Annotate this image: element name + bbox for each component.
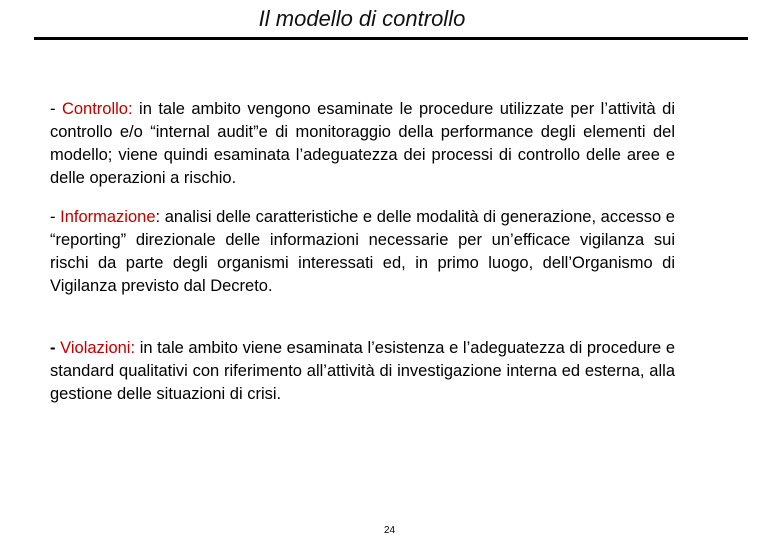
paragraph-text: in tale ambito viene esaminata l’esistenza e l’adeguatezza di procedure e standard qualitativi con riferimento all’attività di investigazione interna ed esterna, alla gestione delle situazioni di crisi.	[50, 339, 675, 403]
paragraph-text: : analisi delle caratteristiche e delle modalità di generazione, accesso e “reporting” direzionale delle informazioni necessarie per un’efficace vigilanza sui rischi da parte degli organismi interessati ed, in primo luogo, dell’Organismo di Vigilanza previsto dal Decreto.	[50, 208, 675, 295]
paragraph-text: in tale ambito vengono esaminate le procedure utilizzate per l’attività di controllo e/o “internal audit”e di monitoraggio della performance degli elementi del modello; viene quindi esaminata l’adeguatezza dei processi di controllo delle aree e delle operazioni a rischio.	[50, 100, 675, 187]
term-informazione: Informazione	[60, 208, 156, 226]
term-violazioni: Violazioni:	[60, 339, 136, 357]
paragraph-dash: -	[50, 339, 61, 357]
page-title: Il modello di controllo	[258, 6, 466, 31]
paragraph-violazioni	[50, 337, 675, 406]
paragraph-dash: -	[50, 208, 61, 226]
paragraph-controllo	[50, 98, 675, 190]
paragraph-informazione	[50, 206, 675, 298]
paragraph-dash: -	[50, 100, 62, 118]
page-number: 24	[384, 525, 396, 536]
term-controllo: Controllo:	[61, 100, 133, 118]
title-divider	[34, 37, 748, 40]
